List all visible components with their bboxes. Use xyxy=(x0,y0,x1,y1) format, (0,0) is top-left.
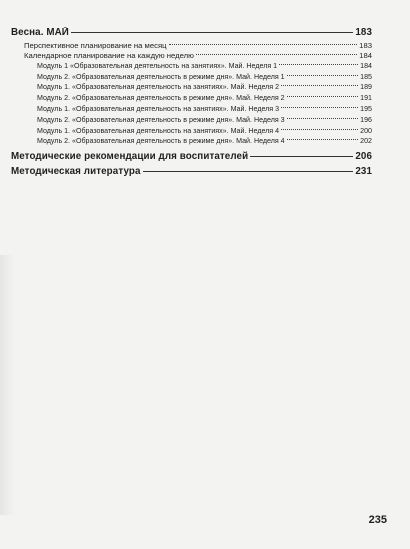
toc-page-number: 191 xyxy=(360,94,372,103)
toc-entry-title: Модуль 1. «Образовательная деятельность на занятиях». Май. Неделя 4 xyxy=(37,126,280,135)
toc-leader xyxy=(281,129,358,130)
toc-page-number: 189 xyxy=(360,83,372,92)
toc-page-number: 200 xyxy=(360,126,372,135)
toc-module-entry[interactable] xyxy=(11,127,372,138)
toc-page-number: 195 xyxy=(360,104,372,113)
toc-entry-title: Модуль 1. «Образовательная деятельность на занятиях». Май. Неделя 3 xyxy=(37,104,280,113)
toc-module-entry[interactable] xyxy=(11,94,372,105)
toc-section-title: Методические рекомендации для воспитателей xyxy=(11,151,249,163)
toc-leader xyxy=(281,107,358,108)
toc-entry[interactable] xyxy=(11,41,372,51)
toc-page-number: 183 xyxy=(355,27,372,38)
toc-page-number: 185 xyxy=(360,72,372,81)
toc-page-number: 183 xyxy=(359,41,372,50)
toc-leader xyxy=(287,118,359,119)
page-shadow xyxy=(0,255,14,515)
toc-page-number: 202 xyxy=(360,137,372,146)
toc-page-number: 206 xyxy=(355,151,372,163)
toc-module-entry[interactable] xyxy=(11,83,372,94)
toc-leader xyxy=(71,32,353,33)
toc-leader xyxy=(279,64,358,65)
toc-leader xyxy=(287,96,359,97)
toc-entry-title: Модуль 2. «Образовательная деятельность в режиме дня». Май. Неделя 4 xyxy=(37,137,285,146)
toc-leader xyxy=(169,44,358,45)
toc-module-entry[interactable] xyxy=(11,116,372,127)
toc-leader xyxy=(281,85,358,86)
toc-page-number: 184 xyxy=(360,61,372,70)
toc-module-entry[interactable] xyxy=(11,137,372,148)
toc-section-literature[interactable] xyxy=(11,166,372,181)
toc-section-title: Методическая литература xyxy=(11,166,141,178)
toc-page-number: 231 xyxy=(355,166,372,178)
toc-page-number: 184 xyxy=(359,51,372,61)
toc-leader xyxy=(143,171,354,172)
toc-entry[interactable] xyxy=(11,51,372,61)
toc-section-title: Весна. МАЙ xyxy=(11,27,69,38)
toc-entry-title: Модуль 2. «Образовательная деятельность в режиме дня». Май. Неделя 2 xyxy=(37,94,285,103)
page-number: 235 xyxy=(368,514,387,526)
toc-page-number: 196 xyxy=(360,115,372,124)
toc-entry-title: Перспективное планирование на месяц xyxy=(24,41,167,50)
toc-section-recommendations[interactable] xyxy=(11,151,372,166)
toc-module-entry[interactable] xyxy=(11,62,372,73)
toc-module-entry[interactable] xyxy=(11,105,372,116)
toc-module-entry[interactable] xyxy=(11,73,372,84)
toc-entry-title: Календарное планирование на каждую неделю xyxy=(24,51,194,61)
toc-section-spring-may[interactable] xyxy=(11,27,372,41)
toc-leader xyxy=(196,54,357,55)
toc-entry-title: Модуль 1. «Образовательная деятельность на занятиях». Май. Неделя 2 xyxy=(37,83,280,92)
toc-entry-title: Модуль 2. «Образовательная деятельность в режиме дня». Май. Неделя 1 xyxy=(37,72,285,81)
toc-entry-title: Модуль 1 «Образовательная деятельность на занятиях». Май. Неделя 1 xyxy=(37,61,278,70)
toc-leader xyxy=(250,156,353,157)
toc-entry-title: Модуль 2. «Образовательная деятельность в режиме дня». Май. Неделя 3 xyxy=(37,115,285,124)
toc-leader xyxy=(287,139,359,140)
toc-leader xyxy=(287,75,359,76)
table-of-contents xyxy=(11,27,372,181)
